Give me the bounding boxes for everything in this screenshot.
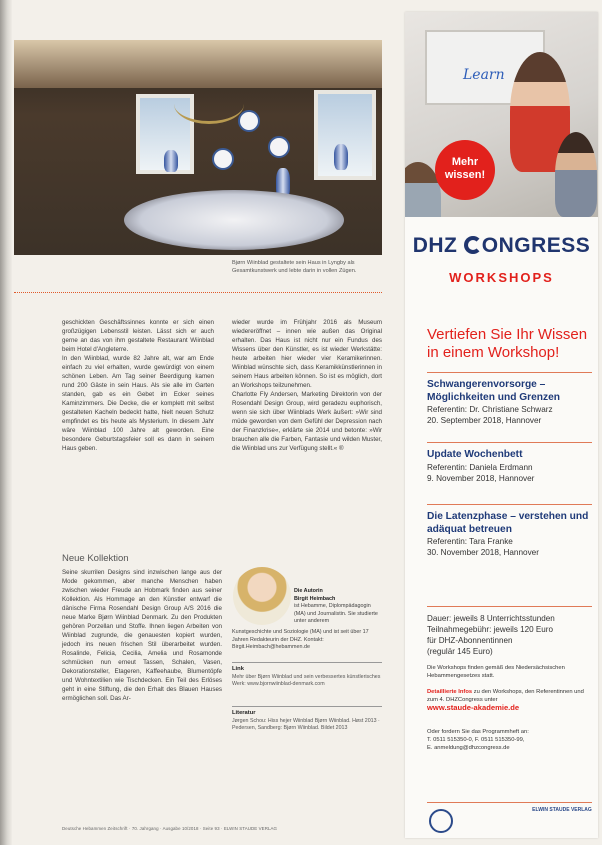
author-bio-continued: Kunstgeschichte und Soziologie (MA) und ist seit über 17 Jahren Redakteurin der DHZ. Kontakt: Birgit.Heimbach@hebammen.de [232, 629, 369, 651]
details-text: zu den Workshops, den Referentinnen und zum 4. DHZCongress unter [427, 689, 584, 703]
photo-vase [334, 144, 348, 170]
fee-regular: (regulär 145 Euro) [427, 647, 493, 656]
logo-c-ring-icon [464, 236, 482, 254]
fees-block [427, 606, 592, 657]
fee-subscribers: für DHZ-Abonnentinnen [427, 636, 513, 645]
academy-url-link[interactable]: www.staude-akademie.de [427, 703, 520, 712]
workshop-title: Schwangerenvorsorge – Möglichkeiten und Grenzen [427, 379, 561, 403]
article-column-1-continued: Seine skurrilen Designs sind inzwischen lange aus der Mode gekommen, aber manche Menschen haben zwischen wieder Freude an Hobmark finden aus seiner Kollektion. Als Hommage an den Künstler entwarf die dänische Firma Rosendahl Design Group A/S 2016 die neue Marke Bjørn Wiinblad Denmark. Zu den Produkten gehören Porzellan und Stoffe. Ihnen liegen Arbeiten von Wiinblad zugrunde, die genauesten kopiert wurden, jedoch ins neuen frischen Stil überarbeitet wurden. Rosalinde, Felicia, Cecilia, Amelia und Rosamonde schmücken nun erneut Tassen, Schalen, Vasen, Dekorationsteller, Etageren, Kaffeehaube, Blumentöpfe und Wohntextilien wie Tischdecken. Ein Teil des Erlöses geht in eine Stiftung, die den Erhalt des Blauen Hauses ermöglichen soll. Das Ar- [62, 569, 222, 702]
link-divider [232, 662, 382, 663]
workshop-speaker: Referentin: Daniela Erdmann [427, 462, 533, 472]
page-footer: Deutsche Hebammen Zeitschrift · 70. Jahrgang · Ausgabe 10/2018 · Seite 93 · ELWIN STAUDE VERLAG [62, 826, 278, 831]
workshop-date: 9. November 2018, Hannover [427, 473, 535, 483]
fee-duration: Dauer: jeweils 8 Unterrichtsstunden [427, 614, 555, 623]
author-title: Die Autorin [294, 588, 323, 594]
photo-chandelier [174, 84, 244, 124]
literature-text: Jørgen Schou: Hiss hejer Wiinblad Bjørn Wiinblad. Høst 2013 · Pedersen, Sandberg: Bjørn Wiinblad. Bildet 2013 [232, 718, 380, 732]
badge-line-2: wissen! [444, 169, 486, 181]
more-knowledge-badge [435, 140, 495, 200]
dhz-congress-logo [405, 234, 598, 258]
workshop-divider [427, 504, 592, 505]
author-bio: ist Hebamme, Diplompädagogin (MA) und Journalistin. Sie studierte unter anderem [294, 603, 378, 625]
literature-heading: Literatur [232, 710, 256, 716]
workshop-item [427, 442, 592, 484]
article-column-1: geschickten Geschäftssinnes konnte er sich einen großzügigen Lebensstil leisten. Lässt sich er auch gerne an das von ihm gestaltete Restaurant Wiinblad beim Hotel d'Angleterre. In den Wiinblad, wurde 82 Jahre alt, war am Ende einfach zu viel erhalten, wurde gewürdigt von einem schönen Leben. Am Tag seiner Beerdigung kamen rund 200 Gäste in sein Haus. Als sie alle im Garten standen, gab es ein Gebet im Ecker seines Kaminzimmers. Die Decke, die er komplett mit selbst gestalteten Kacheln bedeckt hatte, hielt neuen Schutz empfindet es bis heute als Mysterium. In diesem Jahr wäre Wiinblad 100 Jahre alt geworden. Eine besondere Geburtstagsfeier soll es dann in seinem Haus geben. [62, 319, 214, 452]
workshop-advertisement [405, 12, 598, 838]
workshop-date: 30. November 2018, Hannover [427, 548, 539, 557]
publisher-seal-icon [429, 809, 453, 833]
logo-workshops: WORKSHOPS [449, 270, 554, 285]
publisher-footer [427, 802, 592, 834]
photo-ceiling [14, 40, 382, 88]
photo-table [124, 190, 344, 250]
link-heading: Link [232, 666, 244, 672]
article-column-2: wieder wurde im Frühjahr 2016 als Museum wiedereröffnet – innen wie außen das Original erhalten. Das Haus ist nicht nur ein Fundus des Wissens über den Künstler, es ist wieder Werkstätte: heute arbeiten hier wieder vier Keramikerinnen. Wiinblad wünschte sich, dass Keramikkünstlerinnen in seinem Haus arbeiten können. So ist es möglich, dort an Workshops teilzunehmen. Charlotte Fly Andersen, Marketing Direktorin von der Rosendahl Design Group, wird geradezu euphorisch, wenn sie sich über Wiinblads Werk äußert: »Wir sind müde geworden von dem Gefühl der Depression nach der Finanzkrise«, erklärte sie 2014 und betonte: »Wir brauchen alle die Farben, Fantasie und wilden Muster, die Wiinblad uns zur Verfügung stellt.« ® [232, 319, 382, 452]
contact-block [427, 728, 592, 752]
literature-divider [232, 706, 382, 707]
author-box [294, 588, 382, 626]
badge-line-1: Mehr [451, 156, 479, 168]
workshop-date: 20. September 2018, Hannover [427, 416, 542, 425]
photo-wall-plate [268, 136, 290, 158]
author-portrait [233, 567, 291, 625]
photo-vase [164, 150, 178, 172]
ad-photo-people [405, 12, 598, 217]
page-spine-shadow [0, 0, 12, 845]
fee-price: Teilnahmegebühr: jeweils 120 Euro [427, 625, 553, 634]
details-highlight: Detaillierte Infos [427, 689, 473, 695]
ad-tagline: Vertiefen Sie Ihr Wissen in einem Workshop! [427, 326, 588, 361]
contact-email[interactable]: E. anmeldung@dhzcongress.de [427, 745, 510, 751]
workshop-speaker: Referentin: Dr. Christiane Schwarz [427, 405, 553, 414]
workshop-speaker: Referentin: Tara Franke [427, 537, 513, 546]
article-photo-dining-room [14, 40, 382, 255]
dotted-divider [14, 292, 382, 293]
logo-prefix: DHZ [412, 234, 458, 257]
workshop-item [427, 372, 592, 426]
workshop-item [427, 504, 592, 558]
contact-phone-fax[interactable]: T. 0511 515350-0, F. 0511 515350-99, [427, 737, 525, 743]
workshop-title: Update Wochenbett [427, 449, 523, 460]
details-note [427, 688, 592, 712]
logo-suffix: ONGRESS [481, 234, 591, 257]
legal-note: Die Workshops finden gemäß des Niedersächsischen Hebammengesetzes statt. [427, 665, 565, 679]
author-name: Birgit Heimbach [294, 595, 336, 602]
workshop-divider [427, 372, 592, 373]
section-subhead: Neue Kollektion [62, 553, 129, 564]
ad-handwriting: Learn [463, 67, 505, 83]
publisher-logo-text: ELWIN STAUDE VERLAG [532, 807, 592, 813]
link-text[interactable]: Mehr über Bjørn Wiinblad und sein verbessertes künstlerisches Werk: www.bjornwiinblad-denmark.com [232, 674, 381, 688]
contact-intro: Oder fordern Sie das Programmheft an: [427, 729, 529, 735]
photo-wall-plate [238, 110, 260, 132]
photo-caption: Bjørn Wiinblad gestaltete sein Haus in Lyngby als Gesamtkunstwerk und lebte darin in vollen Zügen. [232, 260, 357, 274]
workshop-divider [427, 442, 592, 443]
ad-person-participant [555, 132, 597, 217]
photo-wall-plate [212, 148, 234, 170]
workshop-title: Die Latenzphase – verstehen und adäquat betreuen [427, 511, 589, 535]
